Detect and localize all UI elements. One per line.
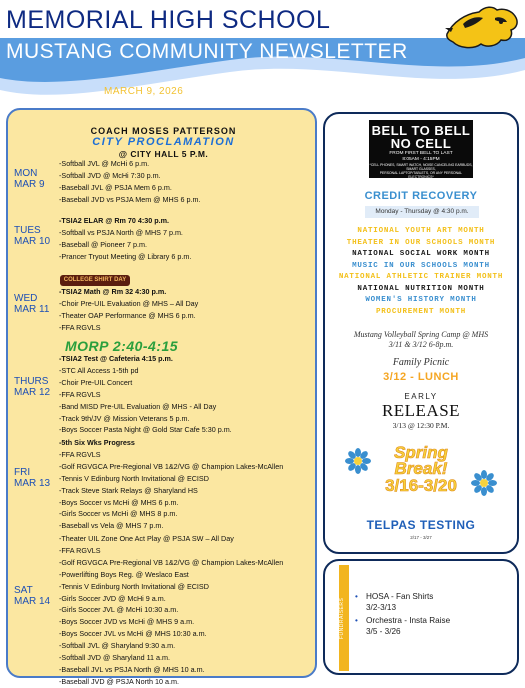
bell-title-1: BELL TO BELL [371, 123, 471, 138]
list-item: -Baseball JVD @ PSJA North 10 a.m. [59, 676, 179, 686]
events-mon [59, 158, 201, 206]
list-item: -STC All Access 1-5th pd [59, 365, 139, 375]
list-item: -TSIA2 Test @ Cafeteria 4:15 p.m. [59, 354, 173, 363]
bell-to-bell-banner [369, 120, 473, 178]
bell-sub-3: *CELL PHONES, SMART WATCH, NOISE CANCELING EARBUDS, SMART GLASSES, [369, 163, 473, 171]
list-item: -Choir Pre-UIL Concert [59, 377, 133, 387]
school-title: MEMORIAL HIGH SCHOOL [6, 6, 331, 34]
awareness-months-list [325, 226, 517, 318]
list-item: -TSIA2 Math @ Rm 32 4:30 p.m. [59, 287, 167, 296]
weekly-schedule-panel [6, 108, 317, 686]
list-item: -Girls Soccer vs McHi @ MHS 8 p.m. [59, 509, 178, 519]
proclamation-location: @ CITY HALL 5 P.M. [118, 149, 209, 159]
college-shirt-day-badge: COLLEGE SHIRT DAY [60, 275, 130, 286]
spring-break-line2: Break! [394, 459, 448, 478]
announcements-panel [323, 112, 519, 554]
month-item: NATIONAL SOCIAL WORK MONTH [352, 250, 490, 258]
credit-recovery-title: CREDIT RECOVERY [364, 190, 478, 202]
events-sat [59, 533, 283, 688]
list-item: -Golf RGVGCA Pre-Regional VB 1&2/VG @ Champion Lakes-McAllen [59, 557, 284, 567]
month-item: THEATER IN OUR SCHOOLS MONTH [346, 238, 496, 247]
events-fri [59, 437, 283, 532]
list-item: -Track Steve Stark Relays @ Sharyland HS [59, 485, 198, 495]
list-item: -Theater OAP Performance @ MHS 6 p.m. [59, 310, 196, 320]
newsletter-header [0, 0, 525, 104]
release-title: RELEASE [381, 401, 461, 420]
bell-sub-2: 8:05AM - 4:15PM [402, 157, 440, 162]
day-label-tues: TUES MAR 10 [14, 225, 51, 247]
list-item: -Boys Soccer JVD vs McHi @ MHS 9 a.m. [59, 617, 195, 627]
list-item: -Baseball JVL vs PSJA North @ MHS 10 a.m. [59, 664, 205, 674]
list-item: -Boys Soccer Pasta Night @ Gold Star Cafe 5:30 p.m. [59, 425, 232, 435]
proclamation-title: CITY PROCLAMATION [92, 136, 235, 148]
family-picnic-title: Family Picnic [392, 357, 450, 368]
telpas-dates: 2/17 - 3/27 [410, 535, 432, 540]
spring-break-dates: 3/16-3/20 [385, 476, 457, 495]
list-item: -Choir Pre-UIL Evaluation @ MHS – All Day [59, 298, 199, 308]
proclamation-name: COACH MOSES PATTERSON [90, 126, 237, 136]
list-item: -Baseball JVD vs PSJA Mem @ MHS 6 p.m. [59, 194, 201, 204]
month-item: NATIONAL NUTRITION MONTH [357, 284, 485, 293]
list-item: -5th Six Wks Progress [59, 438, 135, 447]
day-label-wed: WED MAR 11 [14, 293, 50, 315]
morp-banner: MORP 2:40-4:15 [65, 338, 179, 354]
list-item: -TSIA2 ELAR @ Rm 70 4:30 p.m. [59, 216, 170, 225]
list-item: -Golf RGVGCA Pre-Regional VB 1&2/VG @ Champion Lakes-McAllen [59, 461, 284, 471]
volleyball-camp-notice: Mustang Volleyball Spring Camp @ MHS 3/11 & 3/12 6-8p.m. [353, 330, 489, 349]
list-item: -Track 9th/JV @ Mission Veterans 5 p.m. [59, 413, 190, 423]
list-item: -Softball vs PSJA North @ MHS 7 p.m. [59, 227, 183, 237]
day-label-sat: SAT MAR 14 [14, 585, 51, 607]
month-item: MUSIC IN OUR SCHOOLS MONTH [352, 261, 490, 270]
list-item: -Baseball @ Pioneer 7 p.m. [59, 239, 147, 249]
fundraisers-panel [323, 559, 519, 675]
bullet-icon: • [355, 592, 358, 601]
newsletter-title: MUSTANG COMMUNITY NEWSLETTER [6, 40, 408, 63]
list-item: -FFA RGVLS [59, 322, 101, 332]
list-item: -Prancer Tryout Meeting @ Library 6 p.m. [59, 251, 192, 261]
events-wed [59, 286, 198, 334]
list-item: -FFA RGVLS [59, 545, 101, 555]
month-item: WOMEN'S HISTORY MONTH [365, 296, 477, 304]
list-item: -Softball JVL @ McHi 6 p.m. [59, 159, 150, 168]
list-item: -Softball JVD @ McHi 7:30 p.m. [59, 170, 161, 180]
bell-sub-4: PERSONAL LAPTOP/TABLETS, OR ANY PERSONAL ELECTRONICS* [379, 171, 463, 179]
list-item: -Band MISD Pre-UIL Evaluation @ MHS - All Day [59, 401, 217, 411]
bell-sub-1: FROM FIRST BELL TO LAST [389, 151, 453, 156]
credit-recovery-schedule: Monday - Thursday @ 4:30 p.m. [365, 206, 479, 218]
fundraisers-strip-label: FUNDRAISERS [339, 565, 349, 671]
list-item: -Baseball JVL @ PSJA Mem 6 p.m. [59, 182, 172, 192]
list-item: -Girls Soccer JVD @ McHi 9 a.m. [59, 593, 166, 603]
list-item: • Orchestra - Insta Raise 3/5 - 3/26 [355, 616, 451, 636]
month-item: NATIONAL YOUTH ART MONTH [357, 227, 485, 235]
list-item: -Boys Soccer JVL vs McHi @ MHS 10:30 a.m. [59, 629, 207, 639]
family-picnic-when: 3/12 - LUNCH [383, 371, 459, 383]
day-label-fri: FRI MAR 13 [14, 467, 51, 489]
bullet-icon: • [355, 616, 358, 625]
month-item: PROCUREMENT MONTH [375, 307, 467, 316]
spring-break-line1: Spring [394, 443, 448, 462]
telpas-title: TELPAS TESTING [366, 518, 476, 532]
newsletter-date: MARCH 9, 2026 [104, 86, 184, 97]
list-item: -Theater UIL Zone One Act Play @ PSJA SW – All Day [59, 534, 234, 543]
fundraisers-list [355, 591, 450, 639]
list-item: -Softball JVL @ Sharyland 9:30 a.m. [59, 641, 176, 651]
list-item: -FFA RGVLS [59, 389, 101, 399]
release-time: 3/13 @ 12:30 P.M. [392, 421, 450, 430]
list-item: -Girls Soccer JVL @ McHi 10:30 a.m. [59, 605, 179, 615]
bell-title-2: NO CELL [390, 136, 452, 151]
list-item: • HOSA - Fan Shirts 3/2-3/13 [355, 592, 434, 612]
list-item: -Baseball vs Vela @ MHS 7 p.m. [59, 521, 164, 531]
list-item: -Powerlifting Boys Reg. @ Weslaco East [59, 569, 189, 579]
list-item: -Tennis V Edinburg North Invitational @ ECISD [59, 581, 209, 591]
list-item: -FFA RGVLS [59, 449, 101, 459]
events-thurs [59, 353, 232, 436]
events-tues [59, 215, 191, 263]
day-label-mon: MON MAR 9 [14, 168, 45, 190]
list-item: -Tennis V Edinburg North Invitational @ ECISD [59, 473, 209, 483]
list-item: -Boys Soccer vs McHi @ MHS 6 p.m. [59, 497, 179, 507]
month-item: NATIONAL ATHLETIC TRAINER MONTH [338, 273, 504, 281]
mustang-mascot-icon [443, 4, 521, 54]
day-label-thurs: THURS MAR 12 [14, 376, 51, 398]
list-item: -Softball JVD @ Sharyland 11 a.m. [59, 653, 171, 663]
early-label: EARLY [404, 392, 438, 401]
